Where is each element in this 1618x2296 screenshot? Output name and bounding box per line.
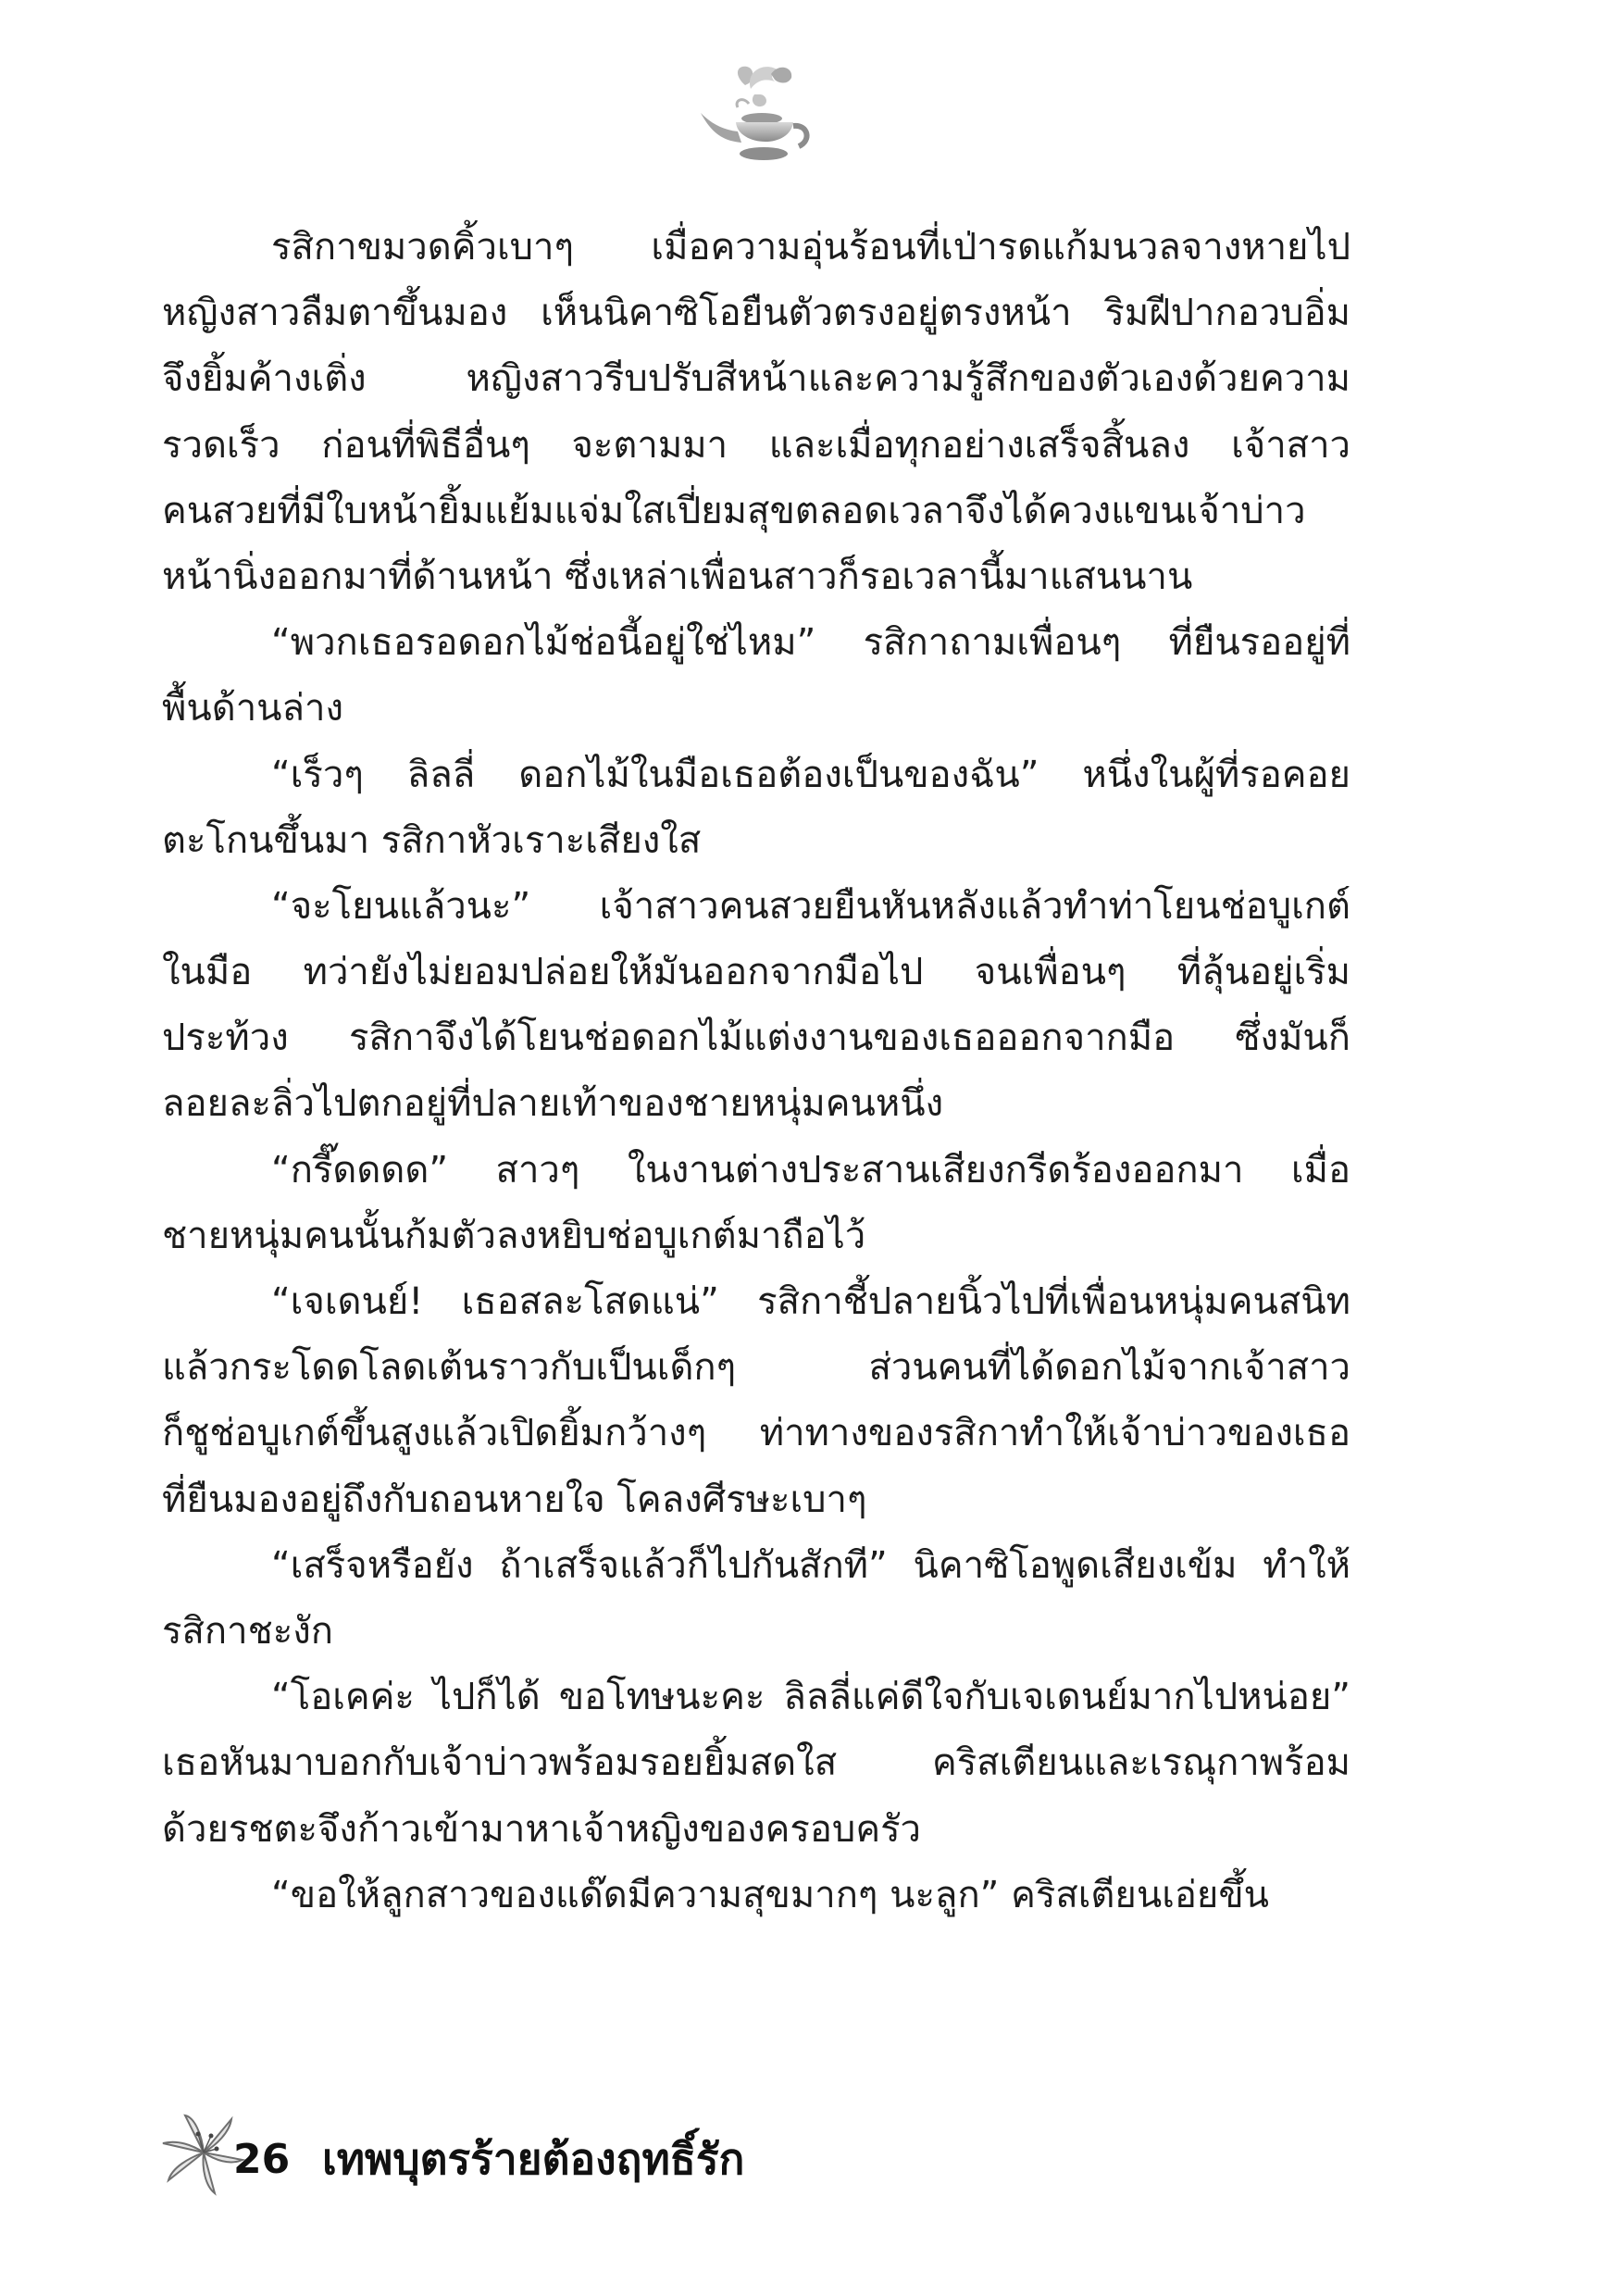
book-title: เทพบุตรร้ายต้องฤทธิ์รัก xyxy=(322,2134,745,2184)
paragraph-line: รสิกาชะงัก xyxy=(162,1609,333,1653)
paragraph-line: “เสร็จหรือยัง ถ้าเสร็จแล้วก็ไปกันสักที” นิคาซิโอพูดเสียงเข้ม ทำให้ xyxy=(271,1543,1350,1587)
paragraph-line: เธอหันมาบอกกับเจ้าบ่าวพร้อมรอยยิ้มสดใส คริสเตียนและเรณุกาพร้อม xyxy=(162,1741,1350,1785)
paragraph-line: ที่ยืนมองอยู่ถึงกับถอนหายใจ โคลงศีรษะเบาๆ xyxy=(162,1478,867,1521)
magic-lamp-icon xyxy=(690,57,819,178)
paragraph-line: คนสวยที่มีใบหน้ายิ้มแย้มแจ่มใสเปี่ยมสุขตลอดเวลาจึงได้ควงแขนเจ้าบ่าว xyxy=(162,489,1306,532)
paragraph-line: ตะโกนขึ้นมา รสิกาหัวเราะเสียงใส xyxy=(162,818,702,862)
paragraph-line: รสิกาขมวดคิ้วเบาๆ เมื่อความอุ่นร้อนที่เป่ารดแก้มนวลจางหายไป xyxy=(271,226,1350,268)
paragraph-line: “พวกเธอรอดอกไม้ช่อนี้อยู่ใช่ไหม” รสิกาถามเพื่อนๆ ที่ยืนรออยู่ที่ xyxy=(271,621,1350,665)
paragraph-line: หญิงสาวลืมตาขึ้นมอง เห็นนิคาซิโอยืนตัวตรงอยู่ตรงหน้า ริมฝีปากอวบอิ่ม xyxy=(162,292,1350,335)
paragraph-line: รวดเร็ว ก่อนที่พิธีอื่นๆ จะตามมา และเมื่อทุกอย่างเสร็จสิ้นลง เจ้าสาว xyxy=(162,423,1350,467)
paragraph-line: “โอเคค่ะ ไปก็ได้ ขอโทษนะคะ ลิลลี่แค่ดีใจกับเจเดนย์มากไปหน่อย” xyxy=(271,1676,1350,1719)
paragraph-line: ก็ชูช่อบูเกต์ขึ้นสูงแล้วเปิดยิ้มกว้างๆ ท่าทางของรสิกาทำให้เจ้าบ่าวของเธอ xyxy=(162,1412,1350,1455)
paragraph-line: “เจเดนย์! เธอสละโสดแน่” รสิกาชี้ปลายนิ้วไปที่เพื่อนหนุ่มคนสนิท xyxy=(271,1280,1350,1323)
page-number: 26 xyxy=(233,2136,291,2183)
paragraph-line: ลอยละลิ่วไปตกอยู่ที่ปลายเท้าของชายหนุ่มคนหนึ่ง xyxy=(162,1082,944,1126)
paragraph-line: ชายหนุ่มคนนั้นก้มตัวลงหยิบช่อบูเกต์มาถือไว้ xyxy=(162,1214,866,1257)
paragraph-line: “จะโยนแล้วนะ” เจ้าสาวคนสวยยืนหันหลังแล้วทำท่าโยนช่อบูเกต์ xyxy=(271,884,1350,928)
story-text xyxy=(162,215,1350,1928)
paragraph-line: จึงยิ้มค้างเติ่ง หญิงสาวรีบปรับสีหน้าและความรู้สึกของตัวเองด้วยความ xyxy=(162,357,1350,401)
paragraph-line: หน้านิ่งออกมาที่ด้านหน้า ซึ่งเหล่าเพื่อนสาวก็รอเวลานี้มาแสนนาน xyxy=(162,555,1193,598)
paragraph-line: ในมือ ทว่ายังไม่ยอมปล่อยให้มันออกจากมือไป จนเพื่อนๆ ที่ลุ้นอยู่เริ่ม xyxy=(162,951,1350,994)
paragraph-line: “ขอให้ลูกสาวของแด๊ดมีความสุขมากๆ นะลูก” คริสเตียนเอ่ยขึ้น xyxy=(271,1873,1270,1916)
paragraph-line: ด้วยรชตะจึงก้าวเข้ามาหาเจ้าหญิงของครอบครัว xyxy=(162,1807,922,1851)
paragraph-line: ประท้วง รสิกาจึงได้โยนช่อดอกไม้แต่งงานของเธอออกจากมือ ซึ่งมันก็ xyxy=(162,1017,1350,1060)
paragraph-line: แล้วกระโดดโลดเต้นราวกับเป็นเด็กๆ ส่วนคนที่ได้ดอกไม้จากเจ้าสาว xyxy=(162,1346,1350,1390)
paragraph-line: “กรี๊ดดดด” สาวๆ ในงานต่างประสานเสียงกรีดร้องออกมา เมื่อ xyxy=(271,1148,1350,1192)
paragraph-line: พื้นด้านล่าง xyxy=(162,687,343,730)
paragraph-line: “เร็วๆ ลิลลี่ ดอกไม้ในมือเธอต้องเป็นของฉัน” หนึ่งในผู้ที่รอคอย xyxy=(271,753,1350,796)
page-footer xyxy=(157,2106,805,2199)
